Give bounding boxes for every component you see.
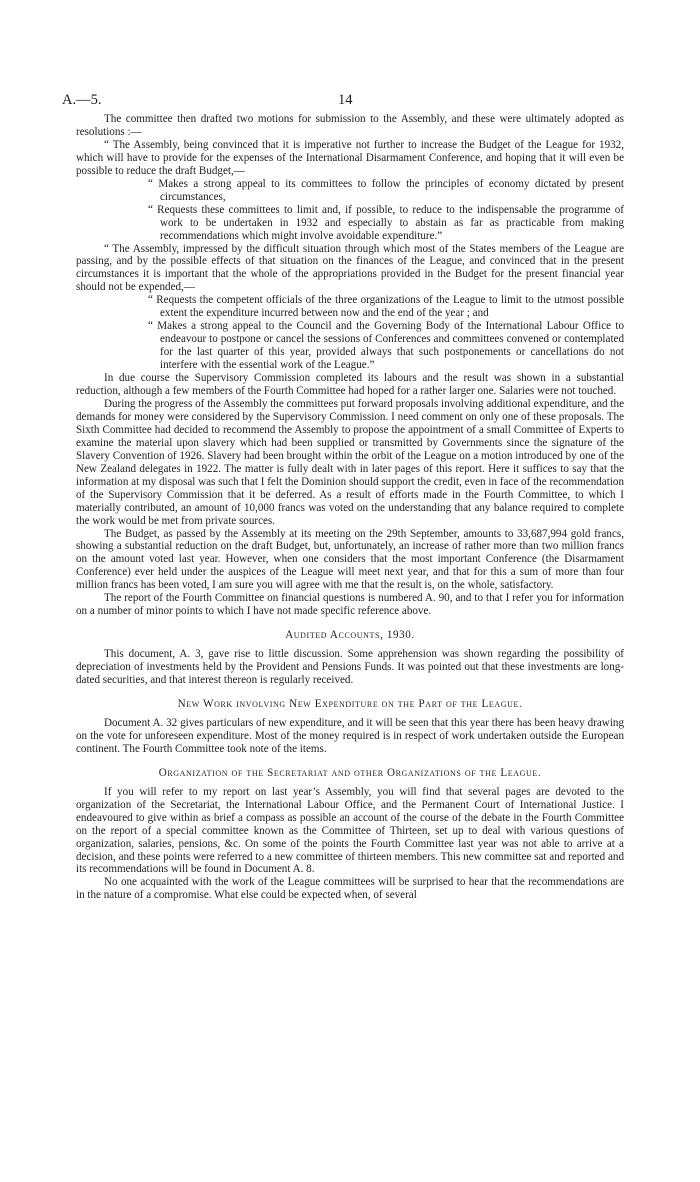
resolution-item: “ Requests these committees to limit and, if possible, to reduce to the indispensable the programme of work to be undertaken in 1932 and especially to abstain as far as practicable from making recommendations which might involve avoidable expenditure.” (148, 203, 624, 242)
body-paragraph: Document A. 32 gives particulars of new expenditure, and it will be seen that this year there has been heavy drawing on the vote for unforeseen expenditure. Most of the money required is in respect of work undertaken outside the European continent. The Fourth Committee took note of the items. (76, 716, 624, 755)
body-paragraph: The Budget, as passed by the Assembly at its meeting on the 29th September, amounts to 33,687,994 gold francs, showing a substantial reduction on the draft Budget, but, unfortunately, an increase of rather more than two million francs on the amount voted last year. However, when one considers that the most important Conference (the Disarmament Conference) ever held under the auspices of the League will meet next year, and that for this a sum of more than four million francs has been voted, I am sure you will agree with me that the result is, on the whole, satisfactory. (76, 527, 624, 592)
page-number: 14 (338, 92, 353, 108)
resolution-item: “ Makes a strong appeal to its committees to follow the principles of economy dictated by present circumstances, (148, 177, 624, 203)
section-heading-organization: Organization of the Secretariat and other Organizations of the League. (158, 766, 542, 779)
body-paragraph: The report of the Fourth Committee on financial questions is numbered A. 90, and to that I refer you for information on a number of minor points to which I have not made specific reference above. (76, 592, 624, 618)
resolution-item: “ Requests the competent officials of the three organizations of the League to limit to the utmost possible extent the expenditure incurred between now and the end of the year ; and (148, 294, 624, 320)
body-paragraph: If you will refer to my report on last year’s Assembly, you will find that several pages are devoted to the organization of the Secretariat, the International Labour Office, and the Permanent Court of International Justice. I endeavoured to give within as brief a compass as possible an account of the course of the debate in the Fourth Committee on the report of a special committee known as the Committee of Thirteen, set up to deal with various questions of organization, salaries, pensions, &c. On some of the points the Fourth Committee last year was not able to arrive at a decision, and these points were referred to a new committee of thirteen members. This new committee sat and reported and its recommendations will be found in Document A. 8. (76, 785, 624, 876)
body-paragraph: This document, A. 3, gave rise to little discussion. Some apprehension was shown regarding the possibility of depreciation of investments held by the Provident and Pensions Funds. It was pointed out that these investments are long-dated securities, and that interest thereon is regularly received. (76, 648, 624, 687)
page-header (62, 91, 624, 113)
resolution-item: “ Makes a strong appeal to the Council and the Governing Body of the International Labour Office to endeavour to postpone or cancel the sessions of Conferences and committees convened or contemplated for the last quarter of this year, provided always that such postponements or cancellations do not interfere with the essential work of the League.” (148, 320, 624, 372)
body-paragraph: In due course the Supervisory Commission completed its labours and the result was shown in a substantial reduction, although a few members of the Fourth Committee had hoped for a rather larger one. Salaries were not touched. (76, 372, 624, 398)
resolution-2 (76, 243, 624, 373)
resolution-preamble: “ The Assembly, being convinced that it is imperative not further to increase the Budget of the League for 1932, which will have to provide for the expenses of the International Disarmament Conference, and hoping that it will even be possible to reduce the draft Budget,— (76, 138, 624, 177)
body-paragraph: No one acquainted with the work of the League committees will be surprised to hear that the recommendations are in the nature of a compromise. What else could be expected when, of several (76, 876, 624, 902)
intro-paragraph: The committee then drafted two motions for submission to the Assembly, and these were ultimately adopted as resolutions :— (76, 113, 624, 138)
section-heading-new-work: New Work involving New Expenditure on the Part of the League. (177, 697, 523, 710)
document-page (62, 91, 624, 902)
section-heading-audited-accounts: Audited Accounts, 1930. (285, 629, 415, 642)
body-paragraph: During the progress of the Assembly the committees put forward proposals involving additional expenditure, and the demands for money were considered by the Supervisory Commission. I need comment on only one of these proposals. The Sixth Committee had decided to recommend the Assembly to propose the appointment of a small Committee of Experts to examine the material upon slavery which had been supplied or transmitted by Governments since the signature of the Slavery Convention of 1926. Slavery had been brought within the orbit of the League on a motion introduced by one of the New Zealand delegates in 1922. The matter is fully dealt with in later pages of this report. Here it suffices to say that the information at my disposal was such that I felt the Dominion should support the credit, even in face of the recommendation of the Supervisory Commission that it be deferred. As a result of efforts made in the Fourth Committee, to which I materially contributed, an amount of 10,000 francs was voted on the understanding that any balance required to complete the work would be met from private sources. (76, 397, 624, 527)
resolution-1 (76, 139, 624, 243)
resolution-preamble: “ The Assembly, impressed by the difficult situation through which most of the States members of the League are passing, and by the possible effects of that situation on the finances of the League, and convinced that in the present circumstances it is important that the whole of the appropriations provided in the Budget for the present financial year should not be expended,— (76, 242, 624, 294)
document-reference: A.—5. (62, 92, 102, 108)
